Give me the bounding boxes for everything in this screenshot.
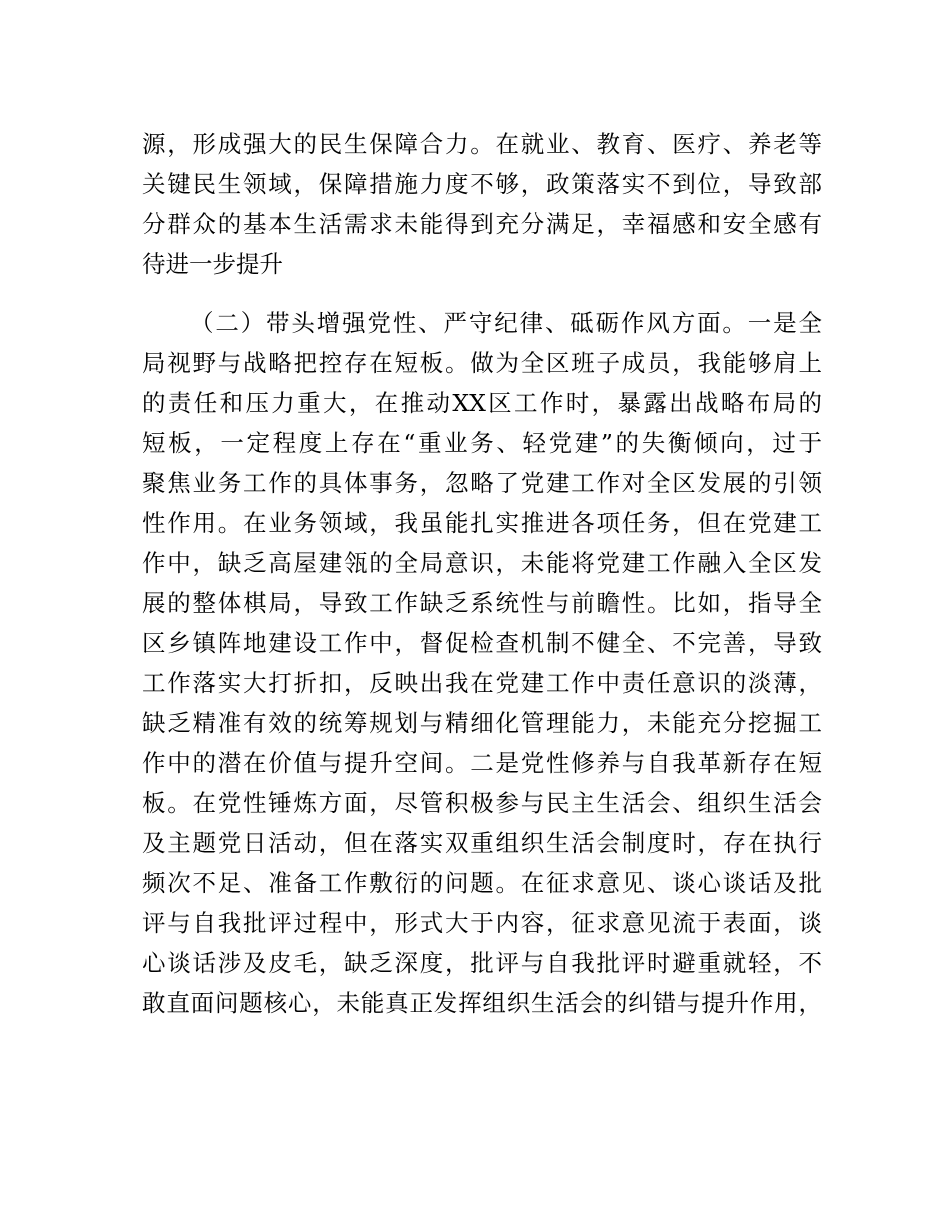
- paragraph-2-line-8: 展的整体棋局，导致工作缺乏系统性与前瞻性。比如，指导全: [142, 589, 822, 617]
- paragraph-2-line-2: 局视野与战略把控存在短板。做为全区班子成员，我能够肩上: [142, 349, 822, 377]
- paragraph-2-line-16: 评与自我批评过程中，形式大于内容，征求意见流于表面，谈: [142, 909, 822, 937]
- paragraph-2-line-7: 作中，缺乏高屋建瓴的全局意识，未能将党建工作融入全区发: [142, 549, 822, 577]
- paragraph-1-line-3: 分群众的基本生活需求未能得到充分满足，幸福感和安全感有: [142, 210, 822, 238]
- paragraph-1-line-1: 源，形成强大的民生保障合力。在就业、教育、医疗、养老等: [142, 130, 822, 158]
- paragraph-2-line-10: 工作落实大打折扣，反映出我在党建工作中责任意识的淡薄，: [142, 669, 822, 697]
- paragraph-2-line-13: 板。在党性锤炼方面，尽管积极参与民主生活会、组织生活会: [142, 789, 822, 817]
- paragraph-2-line-1: （二）带头增强党性、严守纪律、砥砺作风方面。一是全: [190, 309, 822, 337]
- paragraph-2-line-18: 敢直面问题核心，未能真正发挥组织生活会的纠错与提升作用，: [142, 989, 822, 1017]
- paragraph-2-line-14: 及主题党日活动，但在落实双重组织生活会制度时，存在执行: [142, 829, 822, 857]
- paragraph-2-line-11: 缺乏精准有效的统筹规划与精细化管理能力，未能充分挖掘工: [142, 709, 822, 737]
- paragraph-2-line-6: 性作用。在业务领域，我虽能扎实推进各项任务，但在党建工: [142, 509, 822, 537]
- paragraph-2-line-17: 心谈话涉及皮毛，缺乏深度，批评与自我批评时避重就轻，不: [142, 949, 822, 977]
- paragraph-2-line-9: 区乡镇阵地建设工作中，督促检查机制不健全、不完善，导致: [142, 629, 822, 657]
- paragraph-2-line-5: 聚焦业务工作的具体事务，忽略了党建工作对全区发展的引领: [142, 469, 822, 497]
- paragraph-1-line-2: 关键民生领域，保障措施力度不够，政策落实不到位，导致部: [142, 170, 822, 198]
- paragraph-2-line-12: 作中的潜在价值与提升空间。二是党性修养与自我革新存在短: [142, 749, 822, 777]
- paragraph-1-line-4: 待进一步提升: [142, 250, 283, 278]
- paragraph-2-line-15: 频次不足、准备工作敷衍的问题。在征求意见、谈心谈话及批: [142, 869, 822, 897]
- paragraph-2-line-4: 短板，一定程度上存在“重业务、轻党建”的失衡倾向，过于: [142, 429, 822, 457]
- paragraph-2-line-3: 的责任和压力重大，在推动XX区工作时，暴露出战略布局的: [142, 389, 822, 417]
